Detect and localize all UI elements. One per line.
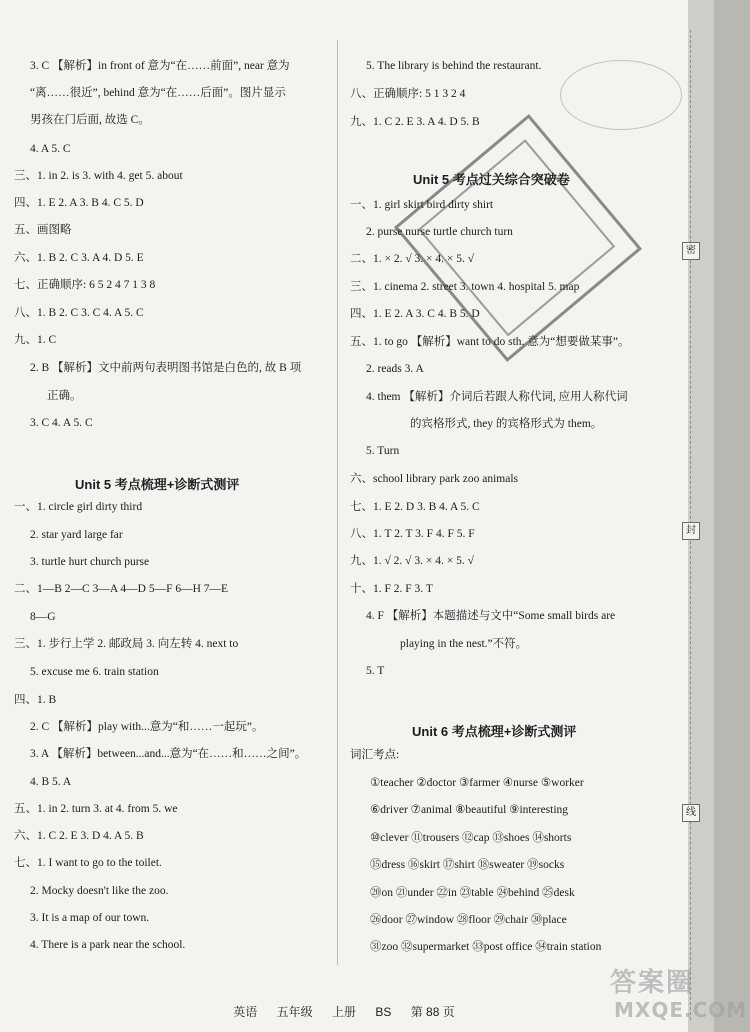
answer-line: 2. star yard large far: [30, 529, 123, 541]
answer-line: 六、1. C 2. E 3. D 4. A 5. B: [14, 830, 144, 842]
answer-line: 二、1—B 2—C 3—A 4—D 5—F 6—H 7—E: [14, 583, 229, 595]
answer-line: 5. excuse me 6. train station: [30, 666, 159, 678]
answer-line: 四、1. B: [14, 694, 57, 706]
page-footer: [0, 1003, 688, 1020]
binding-mark-middle: 封: [682, 522, 700, 540]
answer-line: 8—G: [30, 611, 56, 623]
answer-line: 3. It is a map of our town.: [30, 912, 150, 924]
answer-line: ⑮dress ⑯skirt ⑰shirt ⑱sweater ⑲socks: [370, 859, 565, 871]
answer-line: 四、1. E 2. A 3. B 4. C 5. D: [14, 197, 144, 209]
answer-line: 十、1. F 2. F 3. T: [350, 583, 433, 595]
answer-line: 2. C 【解析】play with...意为“和……一起玩”。: [30, 721, 264, 733]
answer-line: 3. C 4. A 5. C: [30, 417, 93, 429]
footer-edition: BS: [375, 1005, 392, 1019]
answer-line: 九、1. C 2. E 3. A 4. D 5. B: [350, 116, 480, 128]
answer-line: 3. A 【解析】between...and...意为“在……和……之间”。: [30, 748, 307, 760]
binding-mark-top: 密: [682, 242, 700, 260]
answer-line: 八、1. T 2. T 3. F 4. F 5. F: [350, 528, 475, 540]
section-heading: Unit 6 考点梳理+诊断式测评: [412, 724, 577, 739]
section-heading: Unit 5 考点梳理+诊断式测评: [75, 477, 240, 492]
footer-term: 上册: [331, 1005, 356, 1019]
answer-line: 八、1. B 2. C 3. C 4. A 5. C: [14, 307, 144, 319]
answer-line: 六、school library park zoo animals: [350, 473, 518, 485]
answer-line: 四、1. E 2. A 3. C 4. B 5. D: [350, 308, 480, 320]
binding-mark-bottom: 线: [682, 804, 700, 822]
answer-line: 3. turtle hurt church purse: [30, 556, 150, 568]
answer-line: 一、1. circle girl dirty third: [14, 501, 143, 513]
binding-margin-edge: [714, 0, 750, 1032]
answer-line: 4. There is a park near the school.: [30, 939, 186, 951]
answer-line: 三、1. 步行上学 2. 邮政局 3. 向左转 4. next to: [14, 638, 239, 650]
answer-line: 一、1. girl skirt bird dirty shirt: [350, 199, 494, 211]
footer-subject: 英语: [233, 1005, 258, 1019]
answer-line: 词汇考点:: [350, 749, 400, 761]
faded-emblem: [560, 60, 682, 130]
answer-line: 5. Turn: [366, 445, 400, 457]
answer-line: 五、1. in 2. turn 3. at 4. from 5. we: [14, 803, 178, 815]
answer-line: playing in the nest.”不符。: [400, 638, 528, 650]
answer-line: 五、画图略: [14, 224, 72, 236]
answer-line: 三、1. cinema 2. street 3. town 4. hospital 5. map: [350, 281, 580, 293]
answer-line: 九、1. √ 2. √ 3. × 4. × 5. √: [350, 555, 474, 567]
answer-line: 七、正确顺序: 6 5 2 4 7 1 3 8: [14, 279, 156, 291]
answer-line: 六、1. B 2. C 3. A 4. D 5. E: [14, 252, 144, 264]
answer-line: 2. B 【解析】文中前两句表明图书馆是白色的, 故 B 项: [30, 362, 302, 374]
answer-line: 4. A 5. C: [30, 143, 71, 155]
answer-line: 2. purse nurse turtle church turn: [366, 226, 513, 238]
answer-line: 七、1. I want to go to the toilet.: [14, 857, 162, 869]
answer-line: 的宾格形式, they 的宾格形式为 them。: [410, 418, 603, 430]
answer-line: 九、1. C: [14, 334, 57, 346]
answer-line: 5. The library is behind the restaurant.: [366, 60, 542, 72]
answer-line: 2. reads 3. A: [366, 363, 424, 375]
answer-line: 二、1. × 2. √ 3. × 4. × 5. √: [350, 253, 475, 265]
answer-line: ①teacher ②doctor ③farmer ④nurse ⑤worker: [370, 777, 584, 789]
answer-line: 八、正确顺序: 5 1 3 2 4: [350, 88, 466, 100]
answer-line: 3. C 【解析】in front of 意为“在……前面”, near 意为: [30, 60, 290, 72]
answer-line: 七、1. E 2. D 3. B 4. A 5. C: [350, 501, 480, 513]
answer-line: 男孩在门后面, 故选 C。: [30, 114, 150, 126]
answer-line: “离……很近”, behind 意为“在……后面”。图片显示: [30, 87, 286, 99]
answer-line: 三、1. in 2. is 3. with 4. get 5. about: [14, 170, 183, 182]
site-watermark: [610, 962, 750, 1032]
column-divider: [337, 40, 338, 965]
answer-line: 5. T: [366, 665, 385, 677]
answer-line: 4. them 【解析】介词后若跟人称代词, 应用人称代词: [366, 391, 628, 403]
answer-line: ㉛zoo ㉜supermarket ㉝post office ㉞train station: [370, 941, 602, 953]
answer-line: ⑥driver ⑦animal ⑧beautiful ⑨interesting: [370, 804, 569, 816]
answer-line: 4. F 【解析】本题描述与文中“Some small birds are: [366, 610, 616, 622]
footer-page-number: 第 88 页: [410, 1005, 455, 1019]
watermark-url: MXQE.COM: [614, 998, 748, 1022]
answer-line: 正确。: [47, 390, 82, 402]
footer-grade: 五年级: [276, 1005, 313, 1019]
answer-line: ⑳on ㉑under ㉒in ㉓table ㉔behind ㉕desk: [370, 887, 575, 899]
section-heading: Unit 5 考点过关综合突破卷: [413, 172, 570, 187]
watermark-logo-text: 答案圈: [610, 968, 695, 998]
answer-line: 4. B 5. A: [30, 776, 72, 788]
answer-line: 五、1. to go 【解析】want to do sth. 意为“想要做某事”。: [350, 336, 630, 348]
answer-line: ㉖door ㉗window ㉘floor ㉙chair ㉚place: [370, 914, 567, 926]
answer-line: ⑩clever ⑪trousers ⑫cap ⑬shoes ⑭shorts: [370, 832, 572, 844]
answer-line: 2. Mocky doesn't like the zoo.: [30, 885, 169, 897]
